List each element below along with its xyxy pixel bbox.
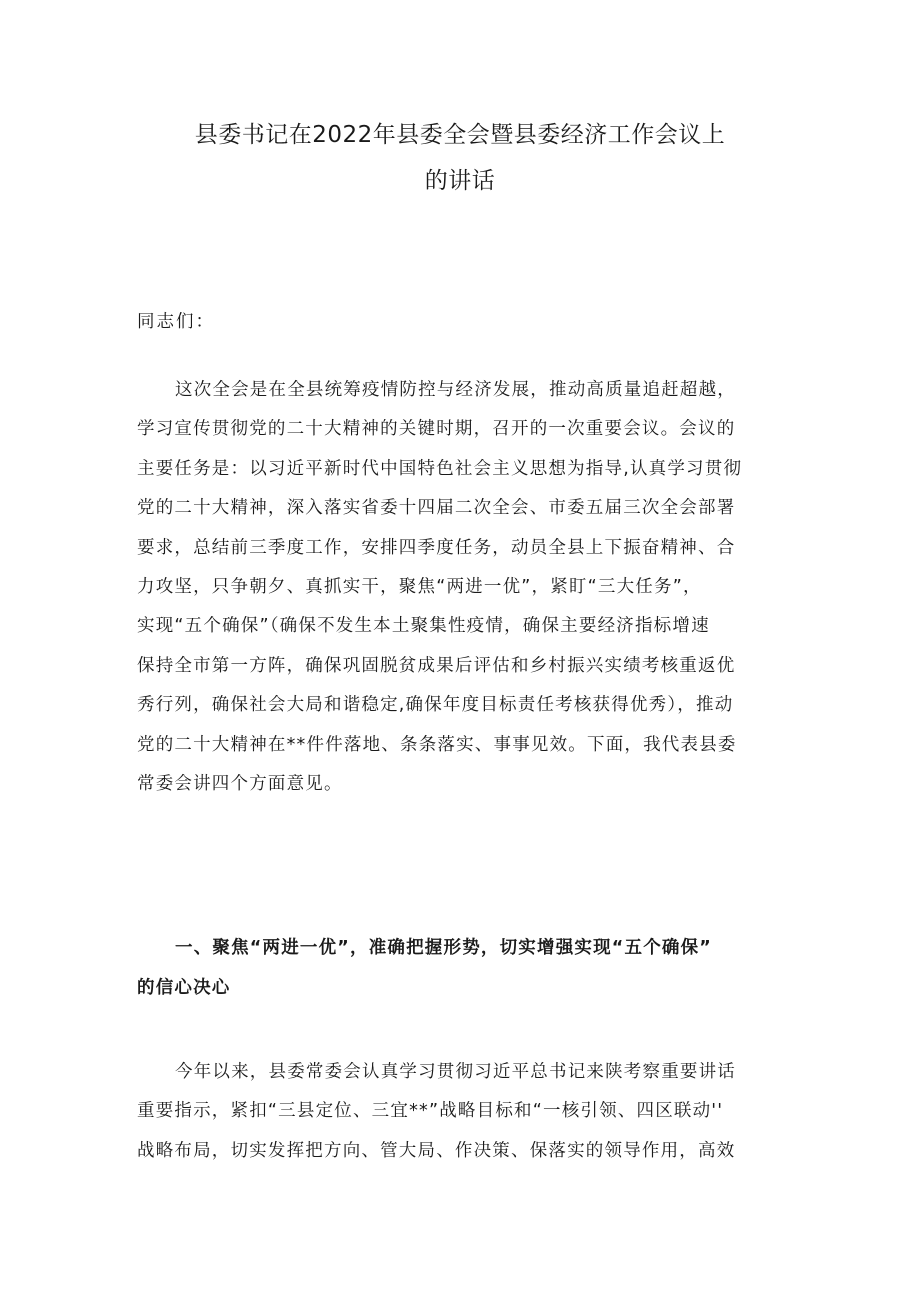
paragraph-line: 党的二十大精神在**件件落地、条条落实、事事见效。下面，我代表县委 xyxy=(137,734,737,755)
paragraph-1 xyxy=(137,371,797,804)
title-line: 县委书记在2022年县委全会暨县委经济工作会议上 xyxy=(194,122,726,148)
heading-line: 一、聚焦“两进一优”，准确把握形势，切实增强实现“五个确保” xyxy=(175,938,713,958)
paragraph-line: 保持全市第一方阵，确保巩固脱贫成果后评估和乡村振兴实绩考核重返优 xyxy=(137,655,736,676)
paragraph-line: 主要任务是：以习近平新时代中国特色社会主义思想为指导,认真学习贯彻 xyxy=(137,458,743,479)
paragraph-line: 这次全会是在全县统筹疫情防控与经济发展，推动高质量追赶超越， xyxy=(175,380,736,400)
heading-line: 的信心决心 xyxy=(137,978,231,998)
document-title xyxy=(120,112,800,204)
paragraph-2 xyxy=(137,1053,797,1171)
paragraph-line: 今年以来，县委常委会认真学习贯彻习近平总书记来陕考察重要讲话 xyxy=(175,1062,736,1082)
paragraph-line: 秀行列，确保社会大局和谐稳定,确保年度目标责任考核获得优秀），推动 xyxy=(137,695,734,716)
paragraph-line: 要求，总结前三季度工作，安排四季度任务，动员全县上下振奋精神、合 xyxy=(137,537,736,558)
paragraph-line: 学习宣传贯彻党的二十大精神的关键时期，召开的一次重要会议。会议的 xyxy=(137,419,736,440)
title-line: 的讲话 xyxy=(424,168,496,194)
paragraph-line: 实现“五个确保”（确保不发生本土聚集性疫情，确保主要经济指标增速 xyxy=(137,616,710,637)
paragraph-line: 力攻坚，只争朝夕、真抓实干，聚焦“两进一优”，紧盯“三大任务”， xyxy=(137,576,702,597)
salutation: 同志们： xyxy=(137,312,215,332)
paragraph-line: 战略布局，切实发挥把方向、管大局、作决策、保落实的领导作用，高效 xyxy=(137,1140,736,1161)
paragraph-line: 党的二十大精神，深入落实省委十四届二次全会、市委五届三次全会部署 xyxy=(137,498,736,519)
section-heading-1 xyxy=(137,928,797,1008)
paragraph-line: 重要指示，紧扣“三县定位、三宜**”战略目标和“一核引领、四区联动'' xyxy=(137,1101,724,1122)
paragraph-line: 常委会讲四个方面意见。 xyxy=(137,773,343,794)
